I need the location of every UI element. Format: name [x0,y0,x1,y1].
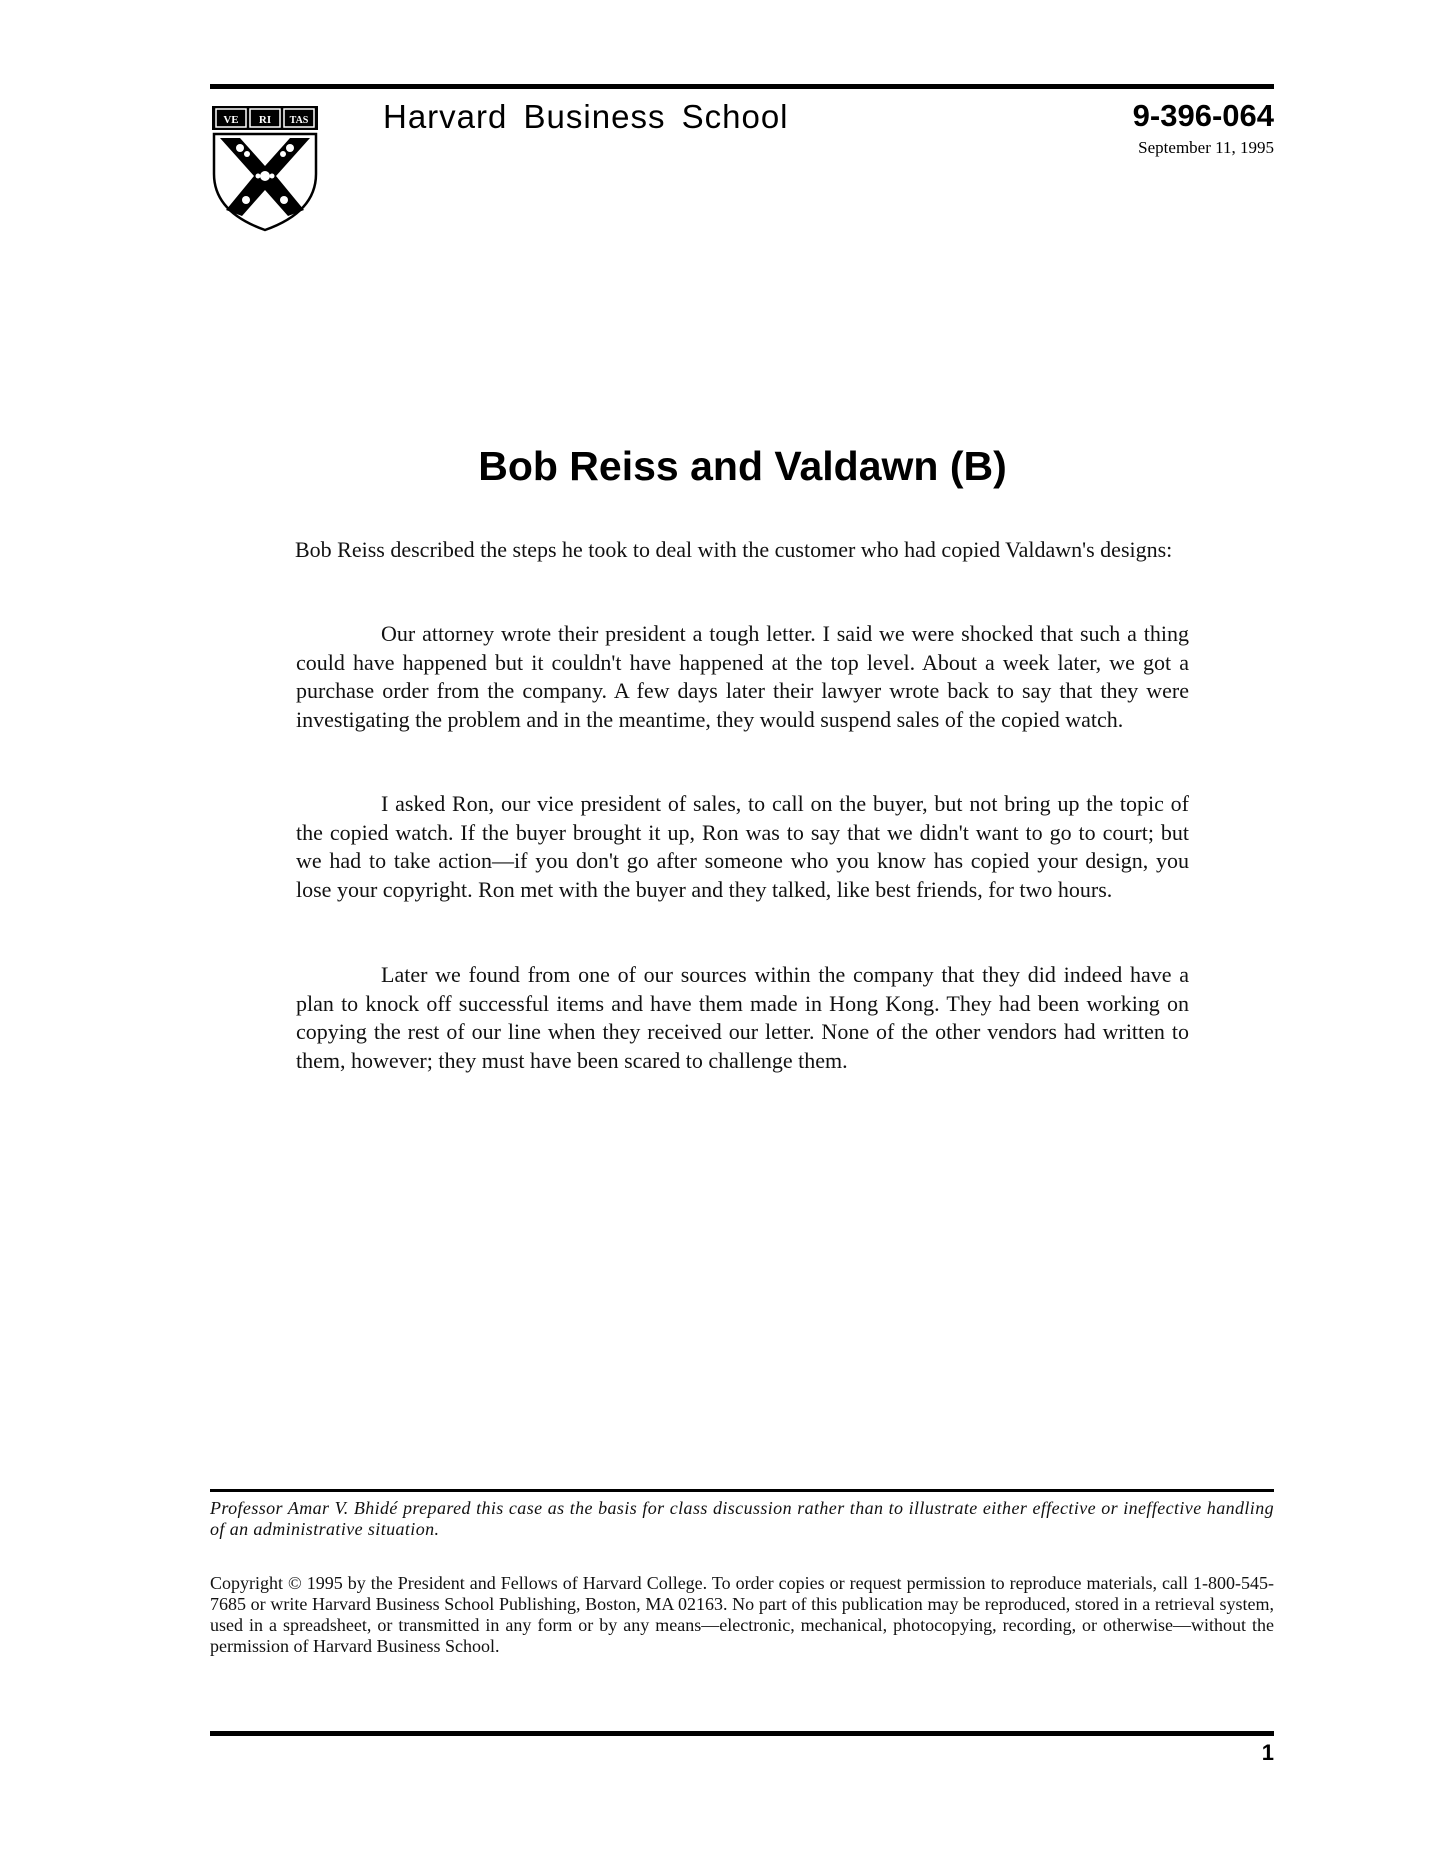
document-title: Bob Reiss and Valdawn (B) [478,443,1007,489]
logo-text-ve: VE [223,114,239,126]
quote-paragraph-1: Our attorney wrote their president a tough letter. I said we were shocked that such a thing could have happened but it couldn't have happened at the top level. About a week later, we got a purchase order from the company. A few days later their lawyer wrote back to say that they were investigating the problem and in the meantime, they would suspend sales of the copied watch. [296,621,1189,732]
case-date: September 11, 1995 [1138,138,1274,157]
authorship-footnote: Professor Amar V. Bhidé prepared this case as the basis for class discussion rather than to illustrate either effective or ineffective handling of an administrative situation. [210,1498,1274,1539]
quote-paragraph-2: I asked Ron, our vice president of sales, to call on the buyer, but not bring up the topic of the copied watch. If the buyer brought it up, Ron was to say that we didn't want to go to court; but we had to take action—if you don't go after someone who you know has copied your design, you lose your copyright. Ron met with the buyer and they talked, like best friends, for two hours. [296,791,1189,902]
case-number: 9-396-064 [1132,98,1274,133]
harvard-shield-logo [210,104,320,232]
logo-text-tas: TAS [289,115,309,126]
copyright-notice: Copyright © 1995 by the President and Fellows of Harvard College. To order copies or request permission to reproduce materials, call 1-800-545-7685 or write Harvard Business School Publishing, Boston, MA 02163. No part of this publication may be reproduced, stored in a retrieval system, used in a spreadsheet, or transmitted in any form or by any means—electronic, mechanical, photocopying, recording, or otherwise—without the permission of Harvard Business School. [210,1573,1274,1656]
page-number: 1 [1261,1740,1274,1765]
school-name: Harvard Business School [383,98,789,135]
logo-text-ri: RI [258,114,272,126]
intro-paragraph: Bob Reiss described the steps he took to deal with the customer who had copied Valdawn's designs: [295,537,1173,562]
footer-rule [210,1731,1274,1736]
header-rule [210,84,1274,89]
quote-paragraph-3: Later we found from one of our sources within the company that they did indeed have a plan to knock off successful items and have them made in Hong Kong. They had been working on copying the rest of our line when they received our letter. None of the other vendors had written to them, however; they must have been scared to challenge them. [296,962,1189,1073]
footnote-rule [210,1489,1274,1492]
